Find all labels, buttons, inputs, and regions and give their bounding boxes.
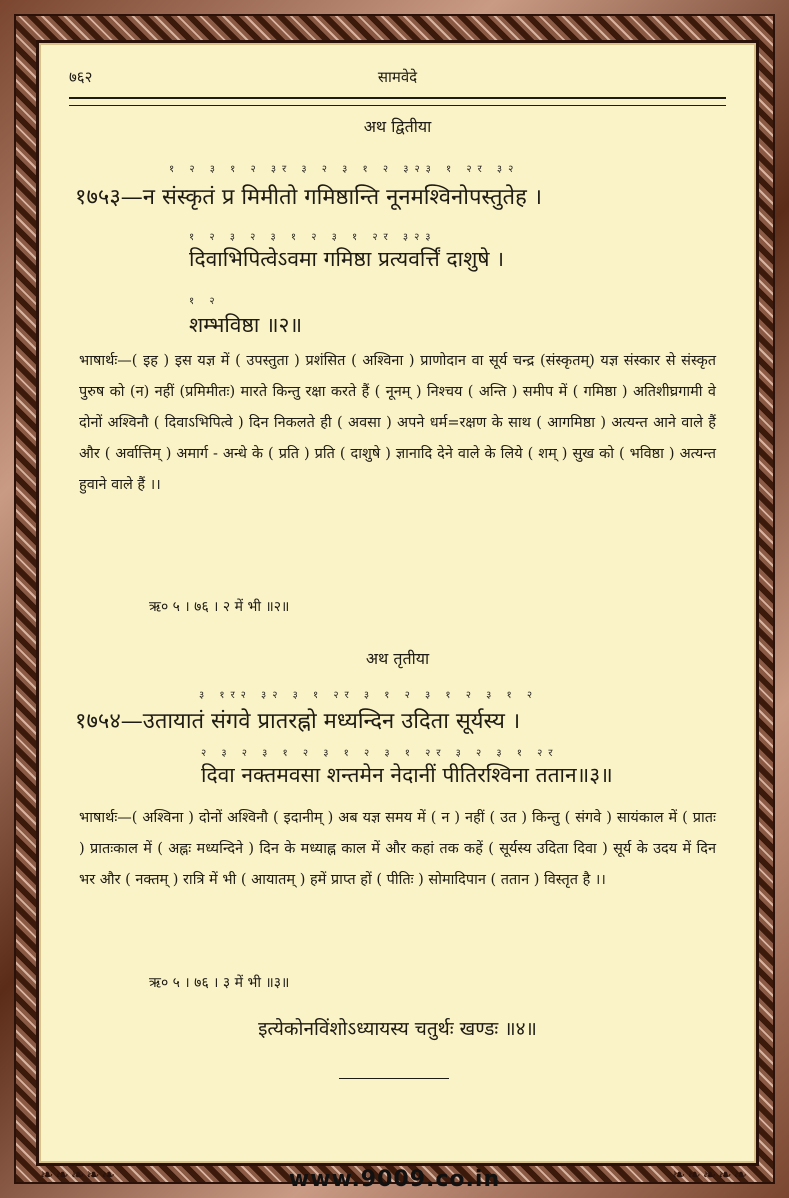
scripture-page [36, 40, 759, 1166]
verse-2-mantra-line-3: शम्भविष्ठा ॥२॥ [189, 313, 303, 337]
verse-2-mantra-line-1: १७५३—न संस्कृतं प्र मिमीतो गमिष्ठान्ति नूनमश्विनोपस्तुतेह । [75, 185, 543, 210]
right-flourish-icon: ❧❧❧❧❧ [671, 1165, 749, 1184]
end-divider [339, 1078, 449, 1079]
verse-2-svara-line-1: १ २ ३ १ २ ३र ३ २ ३ १ २ ३२३ १ २र ३२ [169, 164, 520, 175]
page-number: ७६२ [69, 68, 93, 86]
page-title: सामवेदे [377, 68, 418, 86]
verse-3-mantra-line-2: दिवा नक्तमवसा शन्तमेन नेदानीं पीतिरश्विना ततान॥३॥ [201, 763, 613, 787]
website-link[interactable]: www.9009.co.in [288, 1167, 501, 1192]
verse-2-heading: अथ द्वितीया [363, 117, 432, 136]
verse-2-svara-line-3: १ २ [189, 296, 221, 307]
verse-2-svara-line-2: १ २ ३ २ ३ १ २ ३ १ २र ३२३ [189, 232, 437, 243]
verse-2-mantra-line-2: दिवाभिपित्वेऽवमा गमिष्ठा प्रत्यवर्त्तिं दाशुषे । [189, 247, 505, 271]
left-flourish-icon: ❧❧❧❧❧ [40, 1165, 118, 1184]
verse-3-svara-line-1: ३ १र२ ३२ ३ १ २र ३ १ २ ३ १ २ ३ १ २ [199, 690, 539, 701]
verse-3-bhashartha: भाषार्थः—( अश्विना ) दोनों अश्विनौ ( इदानीम् ) अब यज्ञ समय में ( न ) नहीं ( उत ) किन्तु ( संगवे ) सायंकाल में ( प्रातः ) प्रातःकाल में ( अह्नः मध्यन्दिने ) दिन के मध्याह्न काल में और कहां तक कहें ( सूर्यस्य उदिता दिवा ) सूर्य के उदय में दिन भर और ( नक्तम् ) रात्रि में भी ( आयातम् ) हमें प्राप्त हों ( पीतिः ) सोमादिपान ( ततान ) विस्तृत है ।। [79, 810, 716, 888]
verse-3-mantra-line-1: १७५४—उतायातं संगवे प्रातरह्नो मध्यन्दिन उदिता सूर्यस्य । [75, 709, 521, 734]
chapter-closing-line: इत्येकोनविंशोऽध्यायस्य चतुर्थः खण्डः ॥४॥ [258, 1018, 537, 1040]
verse-3-reference: ऋ० ५ । ७६ । ३ में भी ॥३॥ [149, 975, 290, 991]
header-divider [69, 97, 726, 106]
page-header [69, 61, 726, 91]
verse-2-bhashartha: भाषार्थः—( इह ) इस यज्ञ में ( उपस्तुता ) प्रशंसित ( अश्विना ) प्राणोदान वा सूर्य चन्द्र (संस्कृतम्) यज्ञ संस्कार से संस्कृत पुरुष को (न) नहीं (प्रमिमीतः) मारते किन्तु रक्षा करते हैं ( नूनम् ) निश्चय ( अन्ति ) समीप में ( गमिष्ठा ) अतिशीघ्रगामी वे दोनों अश्विनौ ( दिवाऽभिपित्वे ) दिन निकलते ही ( अवसा ) अपने धर्म=रक्षण के साथ ( आगमिष्ठा ) अत्यन्त आने वाले हैं और ( अर्वात्तिम् ) अमार्ग - अन्धे के ( प्रति ) प्रति ( दाशुषे ) ज्ञानादि देने वाले के लिये ( शम् ) सुख को ( भविष्ठा ) अत्यन्त हुवाने वाले हैं ।। [79, 353, 716, 493]
verse-3-svara-line-2: २ ३ २ ३ १ २ ३ १ २ ३ १ २र ३ २ ३ १ २र [201, 748, 559, 759]
verse-3-heading: अथ तृतीया [365, 649, 430, 668]
verse-2-reference: ऋ० ५ । ७६ । २ में भी ॥२॥ [149, 599, 290, 615]
